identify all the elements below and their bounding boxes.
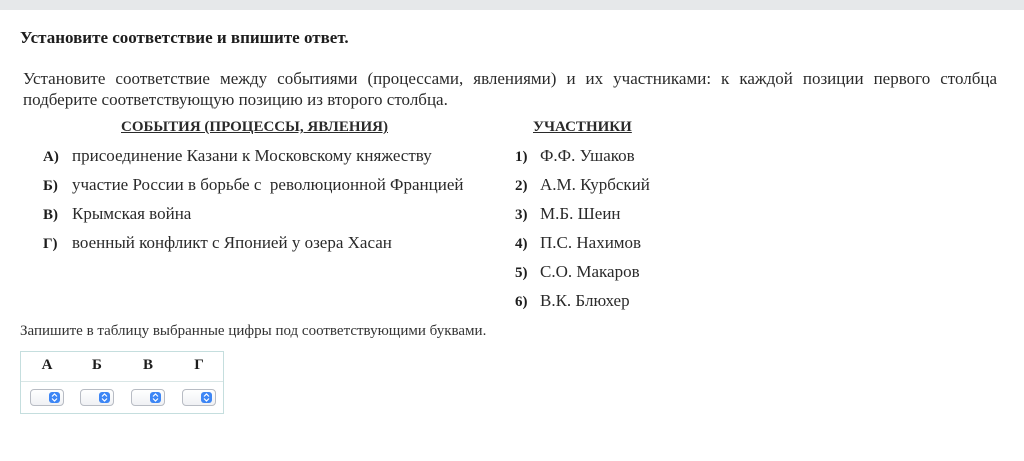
- participant-text: М.Б. Шеин: [540, 204, 621, 223]
- event-marker: В): [43, 207, 58, 223]
- answer-column-letter: А: [41, 357, 53, 373]
- event-marker: Б): [43, 178, 58, 194]
- up-down-chevron-icon: [49, 392, 60, 403]
- participant-text: А.М. Курбский: [540, 175, 650, 194]
- up-down-chevron-icon: [150, 392, 161, 403]
- participant-marker: 6): [515, 294, 528, 310]
- answer-select-v[interactable]: [131, 389, 165, 406]
- task-heading: Установите соответствие и впишите ответ.: [20, 28, 349, 47]
- participant-text: С.О. Макаров: [540, 262, 640, 281]
- top-bar: [0, 0, 1024, 10]
- participant-marker: 1): [515, 149, 528, 165]
- participant-item: [515, 262, 640, 282]
- answer-select-a[interactable]: [30, 389, 64, 406]
- event-item: [43, 233, 392, 253]
- answer-table-divider: [21, 381, 223, 382]
- up-down-chevron-icon: [99, 392, 110, 403]
- participant-item: [515, 204, 621, 224]
- event-text: военный конфликт с Японией у озера Хасан: [72, 233, 392, 252]
- participant-text: В.К. Блюхер: [540, 291, 630, 310]
- participant-marker: 4): [515, 236, 528, 252]
- participant-item: [515, 233, 642, 253]
- event-marker: Г): [43, 236, 58, 252]
- answer-hint: Запишите в таблицу выбранные цифры под соответствующими буквами.: [20, 323, 487, 339]
- answer-select-g[interactable]: [182, 389, 216, 406]
- events-column-title: СОБЫТИЯ (ПРОЦЕССЫ, ЯВЛЕНИЯ): [121, 119, 388, 135]
- participant-item: [515, 146, 635, 166]
- participant-marker: 2): [515, 178, 528, 194]
- up-down-chevron-icon: [201, 392, 212, 403]
- participant-marker: 5): [515, 265, 528, 281]
- participant-text: П.С. Нахимов: [540, 233, 642, 252]
- task-instruction: Установите соответствие между событиями (процессами, явлениями) и их участниками: к каждой позиции первого столбца подберите соответствующую позицию из второго столбца.: [23, 69, 997, 109]
- event-text: участие России в борьбе с революционной Францией: [72, 175, 464, 194]
- answer-column-letter: Г: [194, 357, 204, 373]
- event-marker: А): [43, 149, 59, 165]
- answer-column-letter: В: [142, 357, 153, 373]
- participant-marker: 3): [515, 207, 528, 223]
- answer-select-b[interactable]: [80, 389, 114, 406]
- participant-item: [515, 291, 630, 311]
- event-text: Крымская война: [72, 204, 192, 223]
- event-item: [43, 175, 464, 195]
- participant-item: [515, 175, 650, 195]
- participants-column-title: УЧАСТНИКИ: [533, 119, 632, 135]
- participant-text: Ф.Ф. Ушаков: [540, 146, 635, 165]
- answer-column-letter: Б: [92, 357, 102, 373]
- event-item: [43, 204, 192, 224]
- event-item: [43, 146, 432, 166]
- answer-table: [20, 351, 224, 414]
- event-text: присоединение Казани к Московскому княжеству: [72, 146, 432, 165]
